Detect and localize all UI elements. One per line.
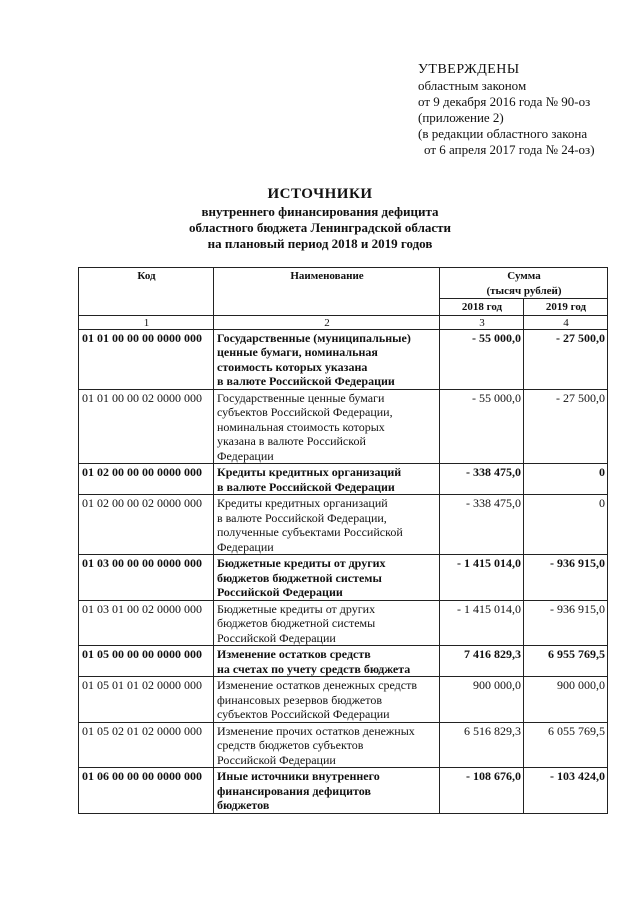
document-subtitle-line: на плановый период 2018 и 2019 годов bbox=[207, 236, 433, 251]
row-code: 01 05 01 01 02 0000 000 bbox=[79, 677, 214, 723]
column-header-code: Код bbox=[79, 268, 214, 316]
table-row bbox=[79, 677, 608, 723]
row-value-2019: - 27 500,0 bbox=[524, 329, 608, 389]
row-name-line: Российской Федерации bbox=[217, 585, 343, 599]
row-name-line: Изменение прочих остатков денежных bbox=[217, 723, 415, 738]
row-name-line: номинальная стоимость которых bbox=[217, 419, 385, 434]
row-name-line: в валюте Российской Федерации bbox=[217, 374, 395, 388]
row-value-2019: - 27 500,0 bbox=[524, 389, 608, 464]
row-name bbox=[214, 768, 440, 814]
document-subtitle-line: областного бюджета Ленинградской области bbox=[188, 220, 452, 235]
table-row bbox=[79, 646, 608, 677]
row-name bbox=[214, 555, 440, 601]
table-row bbox=[79, 768, 608, 814]
column-number: 3 bbox=[440, 315, 524, 329]
row-code: 01 03 01 00 02 0000 000 bbox=[79, 600, 214, 646]
row-name-line: на счетах по учету средств бюджета bbox=[217, 661, 411, 676]
row-name bbox=[214, 677, 440, 723]
table-row bbox=[79, 600, 608, 646]
table-row bbox=[79, 389, 608, 464]
row-name bbox=[214, 600, 440, 646]
row-name-line: ценные бумаги, номинальная bbox=[217, 345, 378, 359]
row-name-line: в валюте Российской Федерации bbox=[217, 479, 395, 494]
row-name-line: бюджетов bbox=[217, 798, 270, 812]
sum-label: Сумма bbox=[507, 270, 541, 282]
row-code: 01 06 00 00 00 0000 000 bbox=[79, 768, 214, 814]
row-name-line: полученные субъектами Российской bbox=[217, 525, 403, 539]
column-header-sum bbox=[440, 268, 608, 299]
table-row bbox=[79, 555, 608, 601]
column-header-2019: 2019 год bbox=[524, 299, 608, 316]
row-value-2018: 900 000,0 bbox=[440, 677, 524, 723]
approval-stamp bbox=[418, 62, 633, 158]
row-name-line: стоимость которых указана bbox=[217, 359, 368, 374]
row-name bbox=[214, 464, 440, 495]
row-code: 01 02 00 00 02 0000 000 bbox=[79, 495, 214, 555]
row-value-2019: - 103 424,0 bbox=[524, 768, 608, 814]
row-value-2018: - 55 000,0 bbox=[440, 389, 524, 464]
row-name-line: Российской Федерации bbox=[217, 630, 336, 645]
table-header-row bbox=[79, 268, 608, 299]
row-name bbox=[214, 495, 440, 555]
sources-table bbox=[78, 267, 608, 814]
row-value-2019: - 936 915,0 bbox=[524, 600, 608, 646]
row-value-2018: - 1 415 014,0 bbox=[440, 555, 524, 601]
table-row bbox=[79, 329, 608, 389]
row-value-2019: 6 955 769,5 bbox=[524, 646, 608, 677]
row-code: 01 05 02 01 02 0000 000 bbox=[79, 722, 214, 768]
column-header-2018: 2018 год bbox=[440, 299, 524, 316]
row-name-line: Государственные ценные бумаги bbox=[217, 390, 385, 405]
table-row bbox=[79, 722, 608, 768]
row-name-line: бюджетов бюджетной системы bbox=[217, 570, 382, 585]
row-name bbox=[214, 646, 440, 677]
row-value-2018: - 338 475,0 bbox=[440, 495, 524, 555]
row-code: 01 05 00 00 00 0000 000 bbox=[79, 646, 214, 677]
table-row bbox=[79, 495, 608, 555]
row-name-line: Изменение остатков средств bbox=[217, 647, 371, 661]
row-value-2019: 0 bbox=[524, 495, 608, 555]
row-value-2018: 6 516 829,3 bbox=[440, 722, 524, 768]
row-value-2019: 0 bbox=[524, 464, 608, 495]
row-name-line: Кредиты кредитных организаций bbox=[217, 496, 388, 510]
row-name-line: Российской Федерации bbox=[217, 752, 336, 767]
column-number: 4 bbox=[524, 315, 608, 329]
row-value-2018: - 1 415 014,0 bbox=[440, 600, 524, 646]
table-row bbox=[79, 464, 608, 495]
sum-unit-label: (тысяч рублей) bbox=[486, 284, 562, 297]
row-value-2018: 7 416 829,3 bbox=[440, 646, 524, 677]
row-name-line: в валюте Российской Федерации, bbox=[217, 510, 387, 525]
row-code: 01 01 00 00 00 0000 000 bbox=[79, 329, 214, 389]
row-name-line: Кредиты кредитных организаций bbox=[217, 465, 402, 479]
row-name-line: субъектов Российской Федерации bbox=[217, 707, 390, 721]
approval-title: УТВЕРЖДЕНЫ bbox=[418, 62, 520, 77]
row-name-line: Бюджетные кредиты от других bbox=[217, 556, 386, 570]
row-name bbox=[214, 722, 440, 768]
row-name-line: Изменение остатков денежных средств bbox=[217, 678, 418, 692]
row-value-2019: 6 055 769,5 bbox=[524, 722, 608, 768]
approval-line: (в редакции областного закона bbox=[418, 126, 588, 141]
row-name bbox=[214, 329, 440, 389]
row-value-2018: - 108 676,0 bbox=[440, 768, 524, 814]
document-subtitle-line: внутреннего финансирования дефицита bbox=[201, 204, 439, 219]
row-value-2018: - 55 000,0 bbox=[440, 329, 524, 389]
row-name-line: Государственные (муниципальные) bbox=[217, 330, 411, 345]
row-name-line: финансовых резервов бюджетов bbox=[217, 692, 382, 707]
column-number: 2 bbox=[214, 315, 440, 329]
table-body bbox=[79, 329, 608, 813]
row-value-2019: 900 000,0 bbox=[524, 677, 608, 723]
column-number: 1 bbox=[79, 315, 214, 329]
column-number-row bbox=[79, 315, 608, 329]
row-code: 01 02 00 00 00 0000 000 bbox=[79, 464, 214, 495]
row-code: 01 03 00 00 00 0000 000 bbox=[79, 555, 214, 601]
row-name-line: Иные источники внутреннего bbox=[217, 769, 380, 783]
column-header-name: Наименование bbox=[214, 268, 440, 316]
row-name-line: субъектов Российской Федерации, bbox=[217, 405, 393, 419]
document-heading bbox=[0, 185, 640, 252]
approval-line: от 9 декабря 2016 года № 90-оз bbox=[418, 94, 591, 109]
row-code: 01 01 00 00 02 0000 000 bbox=[79, 389, 214, 464]
row-name-line: Бюджетные кредиты от других bbox=[217, 601, 376, 616]
row-value-2019: - 936 915,0 bbox=[524, 555, 608, 601]
row-name-line: Федерации bbox=[217, 448, 274, 463]
row-name-line: Федерации bbox=[217, 539, 274, 554]
row-name-line: финансирования дефицитов bbox=[217, 783, 371, 798]
approval-line: от 6 апреля 2017 года № 24-оз) bbox=[424, 142, 595, 157]
row-name-line: бюджетов бюджетной системы bbox=[217, 616, 376, 630]
document-title: ИСТОЧНИКИ bbox=[267, 186, 373, 202]
row-name-line: средств бюджетов субъектов bbox=[217, 738, 364, 752]
approval-line: областным законом bbox=[418, 78, 527, 93]
row-value-2018: - 338 475,0 bbox=[440, 464, 524, 495]
row-name bbox=[214, 389, 440, 464]
approval-line: (приложение 2) bbox=[418, 110, 504, 125]
row-name-line: указана в валюте Российской bbox=[217, 434, 366, 448]
